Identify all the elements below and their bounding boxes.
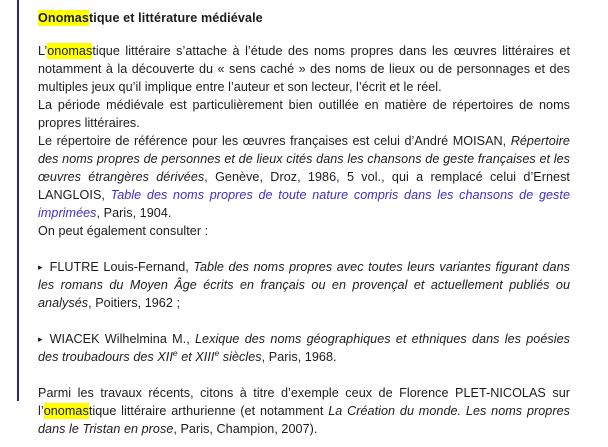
bibliography-item	[38, 330, 570, 366]
text-run: , Paris, 1968.	[261, 350, 337, 364]
text-run: , Paris, 1904.	[96, 206, 172, 220]
ordinal-superscript: e	[214, 347, 220, 358]
text-run: , Genève, Droz, 1986, 5 vol., qui a remplacé celui d’Ernest LANGLOIS,	[38, 170, 570, 202]
intro-paragraph	[38, 42, 570, 240]
text-run: , Paris, Champion, 2007).	[173, 422, 318, 436]
title-search-highlight: Onomas	[38, 11, 89, 25]
search-highlight: onomas	[47, 44, 93, 58]
text-run: tique littéraire s’attache à l’étude des noms propres dans les œuvres littéraires et notamment à la découverte du « sens caché » des noms de lieux ou de personnages et des multiples jeux qu’il implique entre l’auteur et son lecteur, l’écrit et le réel.	[38, 44, 570, 94]
bibliography-item	[38, 258, 570, 312]
text-run: FLUTRE Louis-Fernand,	[49, 260, 194, 274]
bullet-triangle-icon: ▸	[38, 334, 43, 344]
text-run: La période médiévale est particulièrement bien outillée en matière de répertoires de noms propres littéraires.	[38, 98, 570, 130]
closing-paragraph	[38, 384, 570, 438]
text-run: L’	[38, 44, 48, 58]
book-title-italic: siècles	[219, 350, 262, 364]
book-title-italic: Répertoire des noms propres de personnes et de lieux cités dans les chansons de geste françaises et les œuvres étrangères dérivées	[38, 134, 570, 184]
book-title-italic: Lexique des noms géographiques et ethniques dans les poésies des troubadours des XII	[38, 332, 570, 364]
text-run: , Poitiers, 1962 ;	[88, 296, 181, 310]
page-title	[38, 9, 570, 27]
title-text: tique et littérature médiévale	[89, 11, 263, 25]
quote-border-line	[17, 0, 19, 401]
book-title-italic: La Création du monde. Les noms propres dans le Tristan en prose	[38, 404, 570, 436]
text-run: Parmi les travaux récents, citons à titre d’exemple ceux de Florence PLET-NICOLAS sur l’	[38, 386, 570, 418]
search-highlight: onomas	[43, 404, 89, 418]
book-title-italic: et XIII	[177, 350, 215, 364]
reference-link[interactable]: Table des noms propres de toute nature compris dans les chansons de geste imprimées	[38, 188, 571, 220]
text-run: Le répertoire de référence pour les œuvres françaises est celui d’André MOISAN,	[38, 134, 511, 148]
document-content	[38, 9, 570, 438]
text-run: WIACEK Wilhelmina M.,	[49, 332, 195, 346]
bullet-triangle-icon: ▸	[38, 262, 43, 272]
text-run: tique littéraire arthurienne (et notamment	[88, 404, 329, 418]
ordinal-superscript: e	[172, 347, 178, 358]
text-run: On peut également consulter :	[38, 224, 209, 238]
book-title-italic: Table des noms propres avec toutes leurs variantes figurant dans les romans du Moyen Âge écrits en français ou en provençal et actuellement publiés ou analysés	[38, 260, 570, 310]
